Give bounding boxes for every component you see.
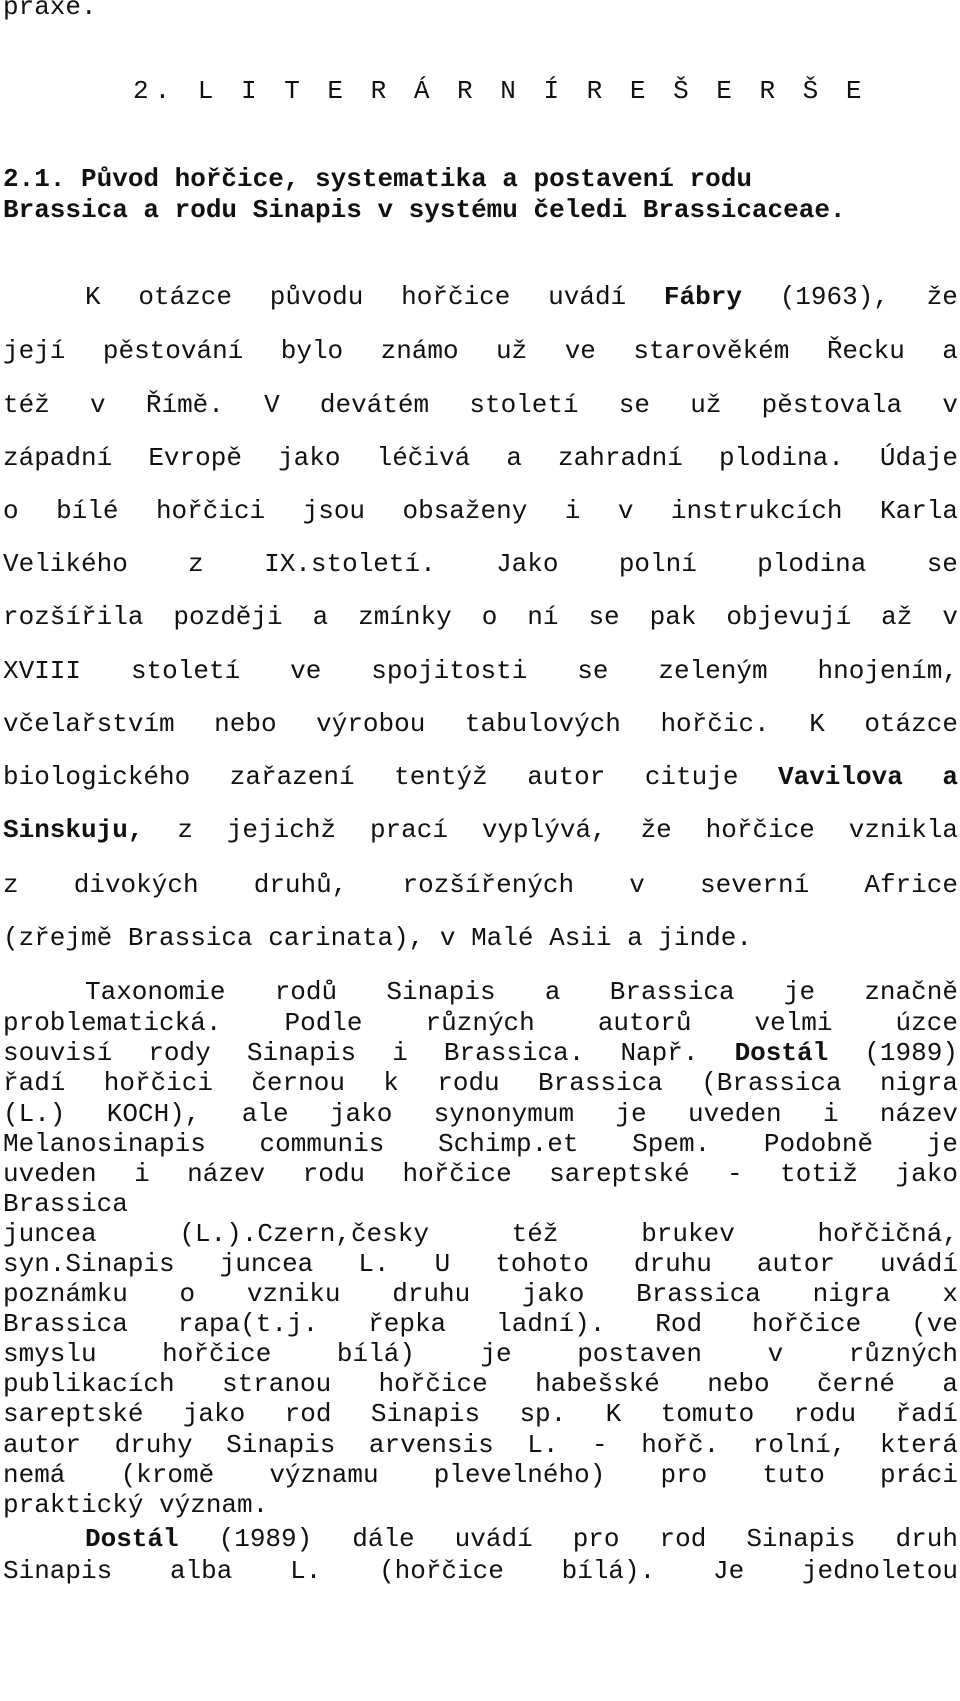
word: Sinapis — [370, 1399, 481, 1429]
word: K — [85, 282, 101, 312]
word: otázce — [864, 709, 958, 739]
word: Africe — [864, 870, 958, 900]
word: Jako — [496, 549, 559, 579]
word: Sinapis — [3, 1556, 113, 1586]
word: století — [469, 390, 579, 420]
word: k — [383, 1068, 399, 1098]
word: uvádí — [548, 282, 627, 312]
paragraph-line — [3, 1309, 958, 1339]
word: tentýž — [394, 762, 488, 792]
word: o — [481, 602, 498, 632]
paragraph-line — [3, 762, 958, 792]
word: rolní, — [752, 1430, 847, 1460]
word: o — [179, 1279, 196, 1309]
word: publikacích — [3, 1369, 175, 1399]
word: se — [618, 390, 651, 420]
word: hořč. — [641, 1430, 720, 1460]
word: včelařstvím — [3, 709, 175, 739]
word: Sinapis — [386, 977, 496, 1007]
paragraph-line — [3, 1099, 958, 1129]
paragraph-line — [3, 602, 958, 632]
bold-word: Vavilova — [777, 762, 903, 792]
word: rodu — [302, 1159, 366, 1189]
word: v — [942, 602, 958, 632]
section-heading-line2 — [3, 195, 958, 225]
paragraph-line — [3, 870, 958, 900]
word: která — [879, 1430, 958, 1460]
word: jako — [182, 1399, 246, 1429]
word: ní — [527, 602, 559, 632]
paragraph-line — [3, 1490, 958, 1520]
word: problematická. — [3, 1008, 222, 1038]
word: uveden — [688, 1099, 782, 1129]
word: zahradní — [558, 443, 683, 473]
word: synonymum — [433, 1099, 575, 1129]
word: se — [577, 656, 609, 686]
paragraph-line — [3, 1038, 958, 1068]
section-heading-line1 — [3, 164, 958, 194]
word: (Brassica — [701, 1068, 842, 1098]
word: že — [640, 815, 672, 845]
word: různých — [425, 1008, 535, 1038]
word: černou — [251, 1068, 345, 1098]
word: dále — [352, 1524, 415, 1554]
word: řadí — [895, 1399, 958, 1429]
word: z — [188, 549, 204, 579]
word: tuto — [762, 1460, 825, 1490]
word: zmínky — [358, 602, 452, 632]
word: souvisí — [3, 1038, 113, 1068]
word: v — [629, 870, 645, 900]
word: je — [480, 1339, 512, 1369]
word: řepka — [368, 1309, 447, 1339]
bold-text: 2.1. Původ hořčice, systematika a postavení rodu — [3, 164, 752, 194]
word: tohoto — [495, 1249, 589, 1279]
paragraph-line — [3, 1068, 958, 1098]
text-span: praktický význam. — [3, 1490, 269, 1520]
paragraph-line — [3, 1129, 958, 1159]
word: poznámku — [3, 1279, 128, 1309]
word: její — [3, 336, 66, 366]
word: tomuto — [660, 1399, 755, 1429]
word: Řecku — [826, 336, 905, 366]
word: nigra — [879, 1068, 958, 1098]
word: Evropě — [148, 443, 242, 473]
word: V — [264, 390, 280, 420]
word: uvádí — [879, 1249, 958, 1279]
text-span: praxe. — [3, 0, 97, 22]
word: tabulových — [464, 709, 621, 739]
word: XVIII — [3, 656, 82, 686]
word: Brassica — [609, 977, 735, 1007]
word: Sinapis — [246, 1038, 357, 1068]
word: autor — [756, 1249, 835, 1279]
word: Podle — [284, 1008, 363, 1038]
word: (1989) — [864, 1038, 958, 1068]
word: až — [881, 602, 913, 632]
word: objevují — [726, 602, 852, 632]
word: KOCH), — [106, 1099, 201, 1129]
word: a — [506, 443, 522, 473]
word: juncea — [219, 1249, 314, 1279]
word: v — [90, 390, 106, 420]
paragraph-line — [3, 1339, 958, 1369]
word: bílá). — [561, 1556, 656, 1586]
word: vyplývá, — [481, 815, 607, 845]
word: a — [312, 602, 329, 632]
word: řadí — [3, 1068, 66, 1098]
paragraph-line — [3, 1430, 958, 1460]
word: uvádí — [454, 1524, 533, 1554]
paragraph-line — [85, 977, 958, 1007]
bold-word: Dostál — [734, 1038, 829, 1068]
word: arvensis — [368, 1430, 494, 1460]
word: L. — [358, 1249, 390, 1279]
word: Brassica — [636, 1279, 761, 1309]
word: jako — [895, 1159, 958, 1189]
paragraph-line — [3, 1219, 958, 1249]
word: ale — [241, 1099, 289, 1129]
word: o — [3, 496, 19, 526]
word: Např. — [620, 1038, 699, 1068]
word: (1963), — [779, 282, 889, 312]
word: L. — [290, 1556, 322, 1586]
word: pro — [572, 1524, 620, 1554]
paragraph-line — [3, 815, 958, 845]
word: sp. — [519, 1399, 567, 1429]
word: Římě. — [145, 390, 224, 420]
word: (kromě — [120, 1460, 215, 1490]
word: spojitosti — [371, 656, 528, 686]
paragraph-line — [3, 1159, 958, 1189]
word: divokých — [73, 870, 199, 900]
word: Rod — [655, 1309, 703, 1339]
word: devátém — [319, 390, 430, 420]
word: druhů, — [253, 870, 348, 900]
paragraph-line — [3, 496, 958, 526]
bold-word: Fábry — [663, 282, 742, 312]
word: (L.) — [3, 1099, 66, 1129]
word: rozšířila — [3, 602, 144, 632]
word: též — [511, 1219, 559, 1249]
word: vznikla — [848, 815, 958, 845]
word: rodů — [274, 977, 338, 1007]
word: z — [177, 815, 193, 845]
word: bílá) — [336, 1339, 415, 1369]
word: původu — [269, 282, 364, 312]
bold-word: Dostál — [85, 1524, 179, 1554]
word: plevelného) — [433, 1460, 606, 1490]
word: syn.Sinapis — [3, 1249, 175, 1279]
word: ladní). — [496, 1309, 606, 1339]
word: zeleným — [658, 656, 768, 686]
word: Brassica — [538, 1068, 663, 1098]
word: západní — [3, 443, 113, 473]
word: nebo — [214, 709, 277, 739]
word: název — [187, 1159, 266, 1189]
word: - — [727, 1159, 743, 1189]
word: plodina. — [718, 443, 844, 473]
word: hořčice — [401, 282, 511, 312]
word: postaven — [577, 1339, 703, 1369]
word: druhu — [392, 1279, 471, 1309]
paragraph-line — [3, 1279, 958, 1309]
word: totiž — [780, 1159, 859, 1189]
word: různých — [848, 1339, 958, 1369]
word: Taxonomie — [85, 977, 226, 1007]
word: juncea — [3, 1219, 97, 1249]
paragraph-line — [3, 336, 958, 366]
word: Sinapis — [226, 1430, 336, 1460]
word: že — [926, 282, 958, 312]
word: hořčici — [103, 1068, 213, 1098]
word: století — [130, 656, 241, 686]
paragraph-line — [3, 1249, 958, 1279]
paragraph-line — [3, 443, 958, 473]
word: stranou — [221, 1369, 332, 1399]
word: autorů — [597, 1008, 692, 1038]
word: IX.století. — [264, 549, 436, 579]
bold-text: Brassica a rodu Sinapis v systému čeledi Brassicaceae. — [3, 195, 846, 225]
word: starověkém — [633, 336, 790, 366]
word: hořčičná, — [817, 1219, 958, 1249]
word: hořčice — [162, 1339, 272, 1369]
word: x — [942, 1279, 958, 1309]
word: rody — [148, 1038, 211, 1068]
word: práci — [879, 1460, 958, 1490]
word: hnojením, — [817, 656, 958, 686]
word: pěstovala — [761, 390, 903, 420]
word: cituje — [644, 762, 739, 792]
word: brukev — [641, 1219, 735, 1249]
paragraph-line — [3, 1556, 958, 1586]
paragraph-line — [3, 656, 958, 686]
paragraph-line — [3, 1369, 958, 1399]
word: jejichž — [226, 815, 337, 845]
word: Podobně — [763, 1129, 874, 1159]
paragraph-line — [3, 1008, 958, 1038]
word: a — [942, 336, 958, 366]
word: Sinapis — [746, 1524, 856, 1554]
word: výrobou — [316, 709, 426, 739]
paragraph-line — [3, 709, 958, 739]
word: pěstování — [102, 336, 244, 366]
word: i — [392, 1038, 408, 1068]
word: habešské — [535, 1369, 660, 1399]
word: - — [592, 1430, 608, 1460]
word: a — [942, 1369, 958, 1399]
word: rod — [284, 1399, 332, 1429]
word: obsaženy — [402, 496, 528, 526]
paragraph-line — [3, 1460, 958, 1490]
paragraph-line — [3, 1189, 958, 1219]
word: v — [767, 1339, 784, 1369]
word: je — [615, 1099, 647, 1129]
word: nemá — [3, 1460, 66, 1490]
word: druh — [895, 1524, 958, 1554]
word: i — [564, 496, 581, 526]
word: se — [588, 602, 620, 632]
word: autor — [527, 762, 606, 792]
word: značně — [864, 977, 958, 1007]
word: druhu — [633, 1249, 712, 1279]
word: L. — [527, 1430, 559, 1460]
word: prací — [369, 815, 448, 845]
word: i — [822, 1099, 839, 1129]
word: U — [434, 1249, 451, 1279]
word: je — [926, 1129, 958, 1159]
chapter-heading — [133, 76, 958, 106]
word: jednoletou — [801, 1556, 958, 1586]
text-span: Brassica — [3, 1189, 128, 1219]
word: smyslu — [3, 1339, 97, 1369]
bold-word: a — [942, 762, 958, 792]
word: název — [879, 1099, 958, 1129]
paragraph-line — [3, 923, 958, 953]
word: instrukcích — [670, 496, 843, 526]
paragraph-line — [85, 1524, 958, 1554]
word: Schimp.et — [438, 1129, 579, 1159]
word: nebo — [707, 1369, 770, 1399]
word: jsou — [302, 496, 366, 526]
word: též — [3, 390, 50, 420]
word: polní — [618, 549, 697, 579]
word: pak — [649, 602, 697, 632]
word: a — [544, 977, 561, 1007]
word: rozšířených — [402, 870, 575, 900]
word: z — [3, 870, 19, 900]
word: už — [496, 336, 528, 366]
bold-word: Sinskuju, — [3, 815, 144, 845]
word: sareptské — [549, 1159, 690, 1189]
word: rapa(t.j. — [177, 1309, 319, 1339]
paragraph-line — [85, 282, 958, 312]
word: je — [783, 977, 816, 1007]
word: K — [809, 709, 825, 739]
word: communis — [259, 1129, 385, 1159]
word: se — [926, 549, 958, 579]
word: ve — [564, 336, 596, 366]
word: autor — [3, 1430, 82, 1460]
word: uveden — [3, 1159, 97, 1189]
word: nigra — [812, 1279, 891, 1309]
word: později — [173, 602, 283, 632]
word: jako — [278, 443, 341, 473]
word: vzniku — [246, 1279, 341, 1309]
word: známo — [380, 336, 459, 366]
word: hořčice — [705, 815, 815, 845]
word: bílé — [56, 496, 119, 526]
word: Údaje — [879, 443, 958, 473]
word: Brassica — [3, 1309, 128, 1339]
word: hořčice — [752, 1309, 862, 1339]
text-span: (zřejmě Brassica carinata), v Malé Asii a jinde. — [3, 923, 752, 953]
word: (1989) — [218, 1524, 313, 1554]
word: hořčice — [378, 1369, 488, 1399]
word: (L.).Czern,česky — [179, 1219, 429, 1249]
word: K — [605, 1399, 622, 1429]
word: rodu — [793, 1399, 857, 1429]
word: jako — [521, 1279, 585, 1309]
word: druhy — [114, 1430, 193, 1460]
word: v — [617, 496, 634, 526]
word: černé — [816, 1369, 895, 1399]
paragraph-line — [3, 1399, 958, 1429]
word: Velikého — [3, 549, 128, 579]
word: biologického — [3, 762, 191, 792]
paragraph-line — [3, 390, 958, 420]
word: ve — [290, 656, 322, 686]
word: (hořčice — [379, 1556, 504, 1586]
word: hořčic. — [660, 709, 770, 739]
word: (ve — [911, 1309, 958, 1339]
paragraph-line — [3, 549, 958, 579]
text-span: 2. L I T E R Á R N Í R E Š E R Š E — [133, 76, 868, 106]
word: alba — [169, 1556, 233, 1586]
word: Je — [712, 1556, 745, 1586]
word: Brassica. — [443, 1038, 585, 1068]
word: léčivá — [376, 443, 471, 473]
word: sareptské — [3, 1399, 144, 1429]
word: v — [942, 390, 958, 420]
word: významu — [269, 1460, 379, 1490]
word: zařazení — [229, 762, 355, 792]
word: velmi — [754, 1008, 833, 1038]
word: Karla — [879, 496, 958, 526]
word: už — [690, 390, 722, 420]
word: otázce — [138, 282, 232, 312]
word: i — [134, 1159, 150, 1189]
word: severní — [700, 870, 810, 900]
top-fragment — [3, 0, 958, 22]
word: rod — [659, 1524, 707, 1554]
word: Melanosinapis — [3, 1129, 206, 1159]
word: hořčici — [155, 496, 266, 526]
word: bylo — [280, 336, 344, 366]
word: pro — [660, 1460, 708, 1490]
word: úzce — [895, 1008, 958, 1038]
word: hořčice — [402, 1159, 512, 1189]
word: rodu — [437, 1068, 500, 1098]
word: jako — [329, 1099, 393, 1129]
word: plodina — [757, 549, 867, 579]
word: Spem. — [632, 1129, 711, 1159]
